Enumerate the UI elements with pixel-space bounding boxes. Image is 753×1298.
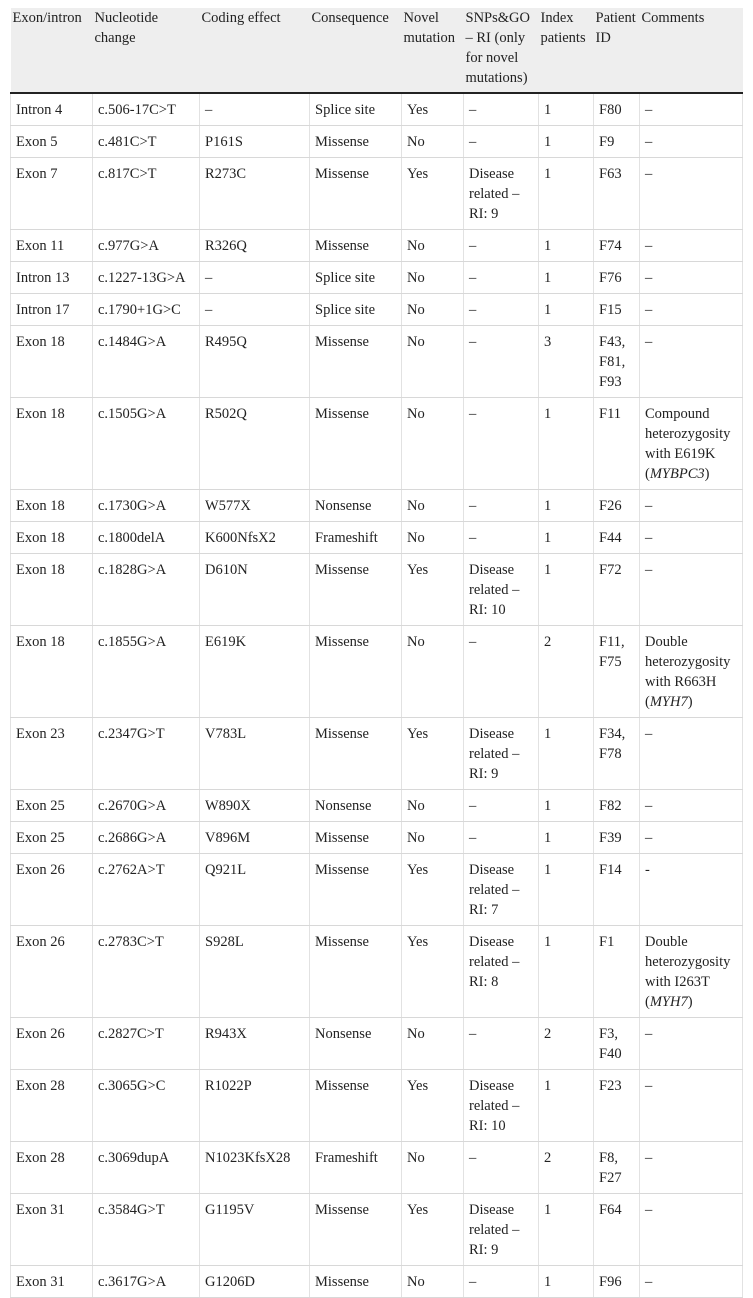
table-cell: – [640, 1070, 743, 1142]
table-cell: Exon 18 [11, 554, 93, 626]
table-cell: c.3617G>A [93, 1266, 200, 1298]
table-cell: F3, F40 [594, 1018, 640, 1070]
table-cell: Exon 25 [11, 822, 93, 854]
gene-name: MYH7 [649, 694, 688, 710]
table-cell: No [402, 626, 464, 718]
table-cell: – [640, 790, 743, 822]
table-cell: – [640, 262, 743, 294]
table-cell: Exon 18 [11, 398, 93, 490]
table-cell: Exon 11 [11, 230, 93, 262]
table-cell: Disease related – RI: 7 [464, 854, 539, 926]
table-cell: G1206D [200, 1266, 310, 1298]
table-cell: 1 [539, 398, 594, 490]
table-cell: 2 [539, 1142, 594, 1194]
table-cell: c.817C>T [93, 158, 200, 230]
table-row [11, 158, 743, 230]
table-cell: 2 [539, 1018, 594, 1070]
table-cell: Exon 5 [11, 126, 93, 158]
table-cell [640, 626, 743, 718]
table-cell: No [402, 230, 464, 262]
table-row [11, 490, 743, 522]
table-cell: Disease related – RI: 9 [464, 158, 539, 230]
table-row [11, 294, 743, 326]
table-cell: No [402, 490, 464, 522]
table-cell: Exon 23 [11, 718, 93, 790]
table-cell: c.3069dupA [93, 1142, 200, 1194]
table-cell: c.1855G>A [93, 626, 200, 718]
table-cell: Missense [310, 854, 402, 926]
table-cell: D610N [200, 554, 310, 626]
table-cell: N1023KfsX28 [200, 1142, 310, 1194]
table-cell: F8, F27 [594, 1142, 640, 1194]
table-cell: F1 [594, 926, 640, 1018]
column-header: Index patients [539, 8, 594, 93]
table-cell: 1 [539, 230, 594, 262]
table-cell: – [640, 1142, 743, 1194]
table-cell: c.506-17C>T [93, 93, 200, 126]
table-cell: F63 [594, 158, 640, 230]
table-cell: – [640, 158, 743, 230]
table-cell: Missense [310, 326, 402, 398]
table-cell: G1195V [200, 1194, 310, 1266]
column-header: Patient ID [594, 8, 640, 93]
table-row [11, 262, 743, 294]
table-cell: Nonsense [310, 790, 402, 822]
table-cell: Intron 13 [11, 262, 93, 294]
table-row [11, 626, 743, 718]
table-cell: Missense [310, 718, 402, 790]
table-cell: F39 [594, 822, 640, 854]
mutation-table-container [10, 8, 742, 1298]
table-row [11, 718, 743, 790]
table-cell: 1 [539, 822, 594, 854]
column-header: Novel mutation [402, 8, 464, 93]
table-cell: Missense [310, 1070, 402, 1142]
table-cell: c.1790+1G>C [93, 294, 200, 326]
table-cell: 1 [539, 262, 594, 294]
table-cell: Exon 18 [11, 626, 93, 718]
table-cell: No [402, 398, 464, 490]
table-cell: R502Q [200, 398, 310, 490]
table-cell: No [402, 522, 464, 554]
table-cell: 1 [539, 490, 594, 522]
mutation-table [10, 8, 743, 1298]
table-cell: – [640, 93, 743, 126]
table-cell: Exon 28 [11, 1142, 93, 1194]
table-cell: c.3584G>T [93, 1194, 200, 1266]
table-cell: – [640, 554, 743, 626]
table-cell: Yes [402, 1194, 464, 1266]
table-cell: No [402, 1142, 464, 1194]
comment-close: ) [687, 694, 693, 710]
table-cell: Disease related – RI: 10 [464, 554, 539, 626]
table-cell: 1 [539, 926, 594, 1018]
table-cell: c.1484G>A [93, 326, 200, 398]
table-cell: – [464, 398, 539, 490]
table-cell: Exon 18 [11, 490, 93, 522]
table-cell: R1022P [200, 1070, 310, 1142]
table-cell: – [640, 1018, 743, 1070]
table-cell: c.3065G>C [93, 1070, 200, 1142]
table-cell: Exon 31 [11, 1266, 93, 1298]
table-cell: Missense [310, 626, 402, 718]
table-cell: Exon 26 [11, 1018, 93, 1070]
table-cell: 1 [539, 294, 594, 326]
table-cell: No [402, 326, 464, 398]
table-body [11, 93, 743, 1298]
table-cell: No [402, 1018, 464, 1070]
table-cell: F14 [594, 854, 640, 926]
table-cell: c.1828G>A [93, 554, 200, 626]
table-row [11, 1194, 743, 1266]
table-cell: Nonsense [310, 490, 402, 522]
table-cell: Q921L [200, 854, 310, 926]
table-cell: Missense [310, 398, 402, 490]
table-cell: F15 [594, 294, 640, 326]
table-cell: Missense [310, 554, 402, 626]
column-header: Consequence [310, 8, 402, 93]
table-cell: No [402, 822, 464, 854]
table-cell: Intron 17 [11, 294, 93, 326]
table-cell: 1 [539, 1070, 594, 1142]
table-cell: c.2783C>T [93, 926, 200, 1018]
table-cell: 1 [539, 93, 594, 126]
table-cell: - [640, 854, 743, 926]
comment-close: ) [687, 994, 693, 1010]
table-cell: c.2762A>T [93, 854, 200, 926]
table-cell: Splice site [310, 262, 402, 294]
table-cell: R943X [200, 1018, 310, 1070]
table-cell: F23 [594, 1070, 640, 1142]
table-cell: c.2347G>T [93, 718, 200, 790]
table-cell: S928L [200, 926, 310, 1018]
table-row [11, 926, 743, 1018]
header-row [11, 8, 743, 93]
table-cell: Exon 26 [11, 926, 93, 1018]
comment-text: Double heterozygosity with I263T ( [645, 934, 731, 1010]
table-row [11, 822, 743, 854]
table-cell: No [402, 1266, 464, 1298]
table-cell: 1 [539, 126, 594, 158]
table-cell: 1 [539, 1266, 594, 1298]
table-cell: c.1505G>A [93, 398, 200, 490]
table-cell: F82 [594, 790, 640, 822]
table-cell: Yes [402, 158, 464, 230]
table-cell: F80 [594, 93, 640, 126]
table-cell: 3 [539, 326, 594, 398]
table-cell: K600NfsX2 [200, 522, 310, 554]
table-row [11, 230, 743, 262]
table-cell: – [464, 626, 539, 718]
table-cell: c.481C>T [93, 126, 200, 158]
table-cell: Disease related – RI: 10 [464, 1070, 539, 1142]
table-cell: Yes [402, 554, 464, 626]
table-cell: Missense [310, 230, 402, 262]
table-cell: – [640, 718, 743, 790]
table-cell: c.2670G>A [93, 790, 200, 822]
table-cell: Intron 4 [11, 93, 93, 126]
table-cell: – [464, 1266, 539, 1298]
table-row [11, 1266, 743, 1298]
table-cell: Frameshift [310, 522, 402, 554]
table-cell: 1 [539, 554, 594, 626]
table-cell: – [464, 790, 539, 822]
table-cell: – [464, 262, 539, 294]
table-row [11, 554, 743, 626]
table-cell: No [402, 790, 464, 822]
table-cell: R273C [200, 158, 310, 230]
table-cell: F74 [594, 230, 640, 262]
table-cell: – [640, 490, 743, 522]
table-cell: Missense [310, 822, 402, 854]
table-cell: 1 [539, 1194, 594, 1266]
table-row [11, 126, 743, 158]
table-cell: Exon 25 [11, 790, 93, 822]
table-cell: Exon 7 [11, 158, 93, 230]
table-cell: Yes [402, 926, 464, 1018]
column-header: Exon/intron [11, 8, 93, 93]
table-cell: V783L [200, 718, 310, 790]
table-cell: Missense [310, 926, 402, 1018]
table-cell: – [640, 1194, 743, 1266]
table-cell: – [464, 522, 539, 554]
table-cell: c.2827C>T [93, 1018, 200, 1070]
table-cell: 1 [539, 854, 594, 926]
column-header: Coding effect [200, 8, 310, 93]
table-cell: F44 [594, 522, 640, 554]
table-cell: Missense [310, 1194, 402, 1266]
table-row [11, 93, 743, 126]
table-cell: W577X [200, 490, 310, 522]
table-cell: c.2686G>A [93, 822, 200, 854]
column-header: SNPs&GO – RI (only for novel mutations) [464, 8, 539, 93]
table-cell: F72 [594, 554, 640, 626]
table-cell: No [402, 262, 464, 294]
table-cell: W890X [200, 790, 310, 822]
table-row [11, 1142, 743, 1194]
table-cell: Yes [402, 854, 464, 926]
table-cell: Disease related – RI: 8 [464, 926, 539, 1018]
table-header [11, 8, 743, 93]
table-cell: – [464, 490, 539, 522]
table-row [11, 398, 743, 490]
table-cell: F9 [594, 126, 640, 158]
table-cell: – [464, 230, 539, 262]
table-cell: c.1227-13G>A [93, 262, 200, 294]
table-cell: V896M [200, 822, 310, 854]
table-cell: F26 [594, 490, 640, 522]
table-cell: – [640, 326, 743, 398]
table-cell: E619K [200, 626, 310, 718]
table-cell: F34, F78 [594, 718, 640, 790]
table-row [11, 790, 743, 822]
table-cell: – [200, 262, 310, 294]
table-cell: 1 [539, 790, 594, 822]
table-cell: – [200, 93, 310, 126]
table-cell: Missense [310, 1266, 402, 1298]
column-header: Nucleotide change [93, 8, 200, 93]
table-cell: Splice site [310, 294, 402, 326]
table-cell: Frameshift [310, 1142, 402, 1194]
table-cell: – [464, 822, 539, 854]
table-cell: Yes [402, 718, 464, 790]
table-cell: Yes [402, 93, 464, 126]
table-cell: – [640, 1266, 743, 1298]
table-cell: F96 [594, 1266, 640, 1298]
table-cell: – [640, 522, 743, 554]
table-cell: 1 [539, 158, 594, 230]
table-cell: Exon 28 [11, 1070, 93, 1142]
table-row [11, 1018, 743, 1070]
table-row [11, 326, 743, 398]
comment-close: ) [704, 466, 710, 482]
table-cell [640, 398, 743, 490]
table-cell: – [640, 822, 743, 854]
table-cell: R495Q [200, 326, 310, 398]
table-cell: Splice site [310, 93, 402, 126]
table-cell: Exon 26 [11, 854, 93, 926]
column-header: Comments [640, 8, 743, 93]
table-cell: 1 [539, 522, 594, 554]
table-cell: R326Q [200, 230, 310, 262]
table-cell [640, 926, 743, 1018]
table-row [11, 854, 743, 926]
table-cell: Missense [310, 126, 402, 158]
gene-name: MYH7 [649, 994, 688, 1010]
table-cell: – [464, 1018, 539, 1070]
table-cell: – [200, 294, 310, 326]
table-cell: – [464, 93, 539, 126]
table-cell: Disease related – RI: 9 [464, 718, 539, 790]
table-cell: P161S [200, 126, 310, 158]
table-cell: Nonsense [310, 1018, 402, 1070]
table-cell: F64 [594, 1194, 640, 1266]
table-cell: F11, F75 [594, 626, 640, 718]
table-cell: c.977G>A [93, 230, 200, 262]
table-cell: Exon 18 [11, 326, 93, 398]
table-cell: Exon 18 [11, 522, 93, 554]
table-cell: c.1800delA [93, 522, 200, 554]
table-cell: Missense [310, 158, 402, 230]
table-cell: – [640, 126, 743, 158]
table-cell: F43, F81, F93 [594, 326, 640, 398]
gene-name: MYBPC3 [649, 466, 705, 482]
table-cell: 2 [539, 626, 594, 718]
table-cell: 1 [539, 718, 594, 790]
table-cell: – [640, 230, 743, 262]
table-row [11, 522, 743, 554]
comment-text: Double heterozygosity with R663H ( [645, 634, 731, 710]
comment-text: Compound heterozygosity with E619K ( [645, 406, 731, 482]
table-cell: No [402, 126, 464, 158]
table-cell: – [640, 294, 743, 326]
table-cell: – [464, 326, 539, 398]
table-cell: Disease related – RI: 9 [464, 1194, 539, 1266]
table-cell: F76 [594, 262, 640, 294]
table-cell: c.1730G>A [93, 490, 200, 522]
table-cell: Exon 31 [11, 1194, 93, 1266]
table-row [11, 1070, 743, 1142]
table-cell: Yes [402, 1070, 464, 1142]
table-cell: No [402, 294, 464, 326]
table-cell: – [464, 126, 539, 158]
table-cell: – [464, 1142, 539, 1194]
table-cell: – [464, 294, 539, 326]
table-cell: F11 [594, 398, 640, 490]
